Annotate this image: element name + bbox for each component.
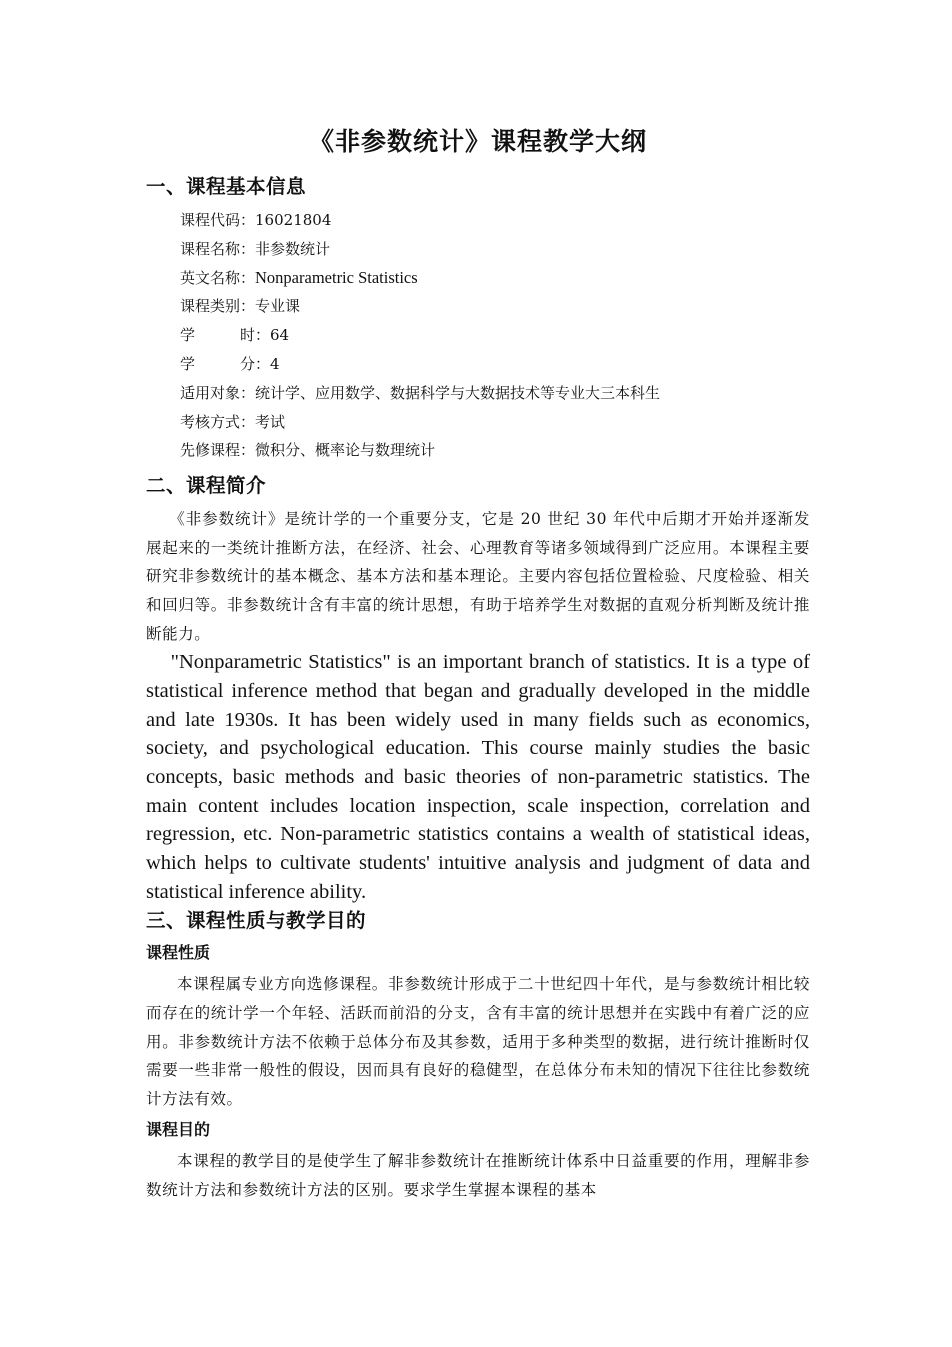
goal-paragraph: 本课程的教学目的是使学生了解非参数统计在推断统计体系中日益重要的作用，理解非参数统计方法和参数统计方法的区别。要求学生掌握本课程的基本 <box>146 1152 810 1200</box>
subheading-course-goal: 课程目的 <box>146 1120 211 1140</box>
info-credits: 学 分： 4 <box>180 354 280 373</box>
info-course-code: 课程代码：16021804 <box>180 211 332 229</box>
section-heading-intro: 二、课程简介 <box>146 474 267 498</box>
section-heading-basic-info: 一、课程基本信息 <box>146 175 307 198</box>
section-heading-nature-goals: 三、课程性质与教学目的 <box>146 909 367 933</box>
info-course-name: 课程名称：非参数统计 <box>180 239 331 258</box>
info-course-category: 课程类别：专业课 <box>180 297 301 316</box>
nature-paragraph: 本课程属专业方向选修课程。非参数统计形成于二十世纪四十年代，是与参数统计相比较而存在的统计学一个年轻、活跃而前沿的分支，含有丰富的统计思想并在实践中有着广泛的应用。非参数统计方法不依赖于总体分布及其参数，适用于多种类型的数据，进行统计推断时仅需要一些非常一般性的假设，因而具有良好的稳健型，在总体分布未知的情况下往往比参数统计方法有效。 <box>146 975 810 1108</box>
subheading-course-nature: 课程性质 <box>146 943 211 963</box>
info-assessment: 考核方式：考试 <box>180 412 286 431</box>
intro-paragraph-zh: 《非参数统计》是统计学的一个重要分支，它是 20 世纪 30 年代中后期才开始并逐渐发展起来的一类统计推断方法，在经济、社会、心理教育等诸多领域得到广泛应用。本课程主要研究非参数统计的基本概念、基本方法和基本理论。主要内容包括位置检验、尺度检验、相关和回归等。非参数统计含有丰富的统计思想，有助于培养学生对数据的直观分析判断及统计推断能力。 <box>146 510 810 643</box>
document-page <box>146 120 810 1205</box>
course-info-list <box>180 206 810 465</box>
document-title: 《非参数统计》课程教学大纲 <box>308 127 647 156</box>
info-hours: 学 时： 64 <box>180 326 290 345</box>
info-prerequisites: 先修课程：微积分、概率论与数理统计 <box>180 441 436 460</box>
info-english-name: 英文名称：Nonparametric Statistics <box>180 267 418 287</box>
intro-paragraph-en: "Nonparametric Statistics" is an important branch of statistics. It is a type of statistical inference method that began and gradually developed in the middle and late 1930s. It has been widely used in many fields such as economics, society, and psychological education. This course mainly studies the basic concepts, basic methods and basic theories of non-parametric statistics. The main content includes location inspection, scale inspection, correlation and regression, etc. Non-parametric statistics contains a wealth of statistical ideas, which helps to cultivate students' intuitive analysis and judgment of data and statistical inference ability. <box>146 651 810 903</box>
info-audience: 适用对象：统计学、应用数学、数据科学与大数据技术等专业大三本科生 <box>180 383 661 402</box>
